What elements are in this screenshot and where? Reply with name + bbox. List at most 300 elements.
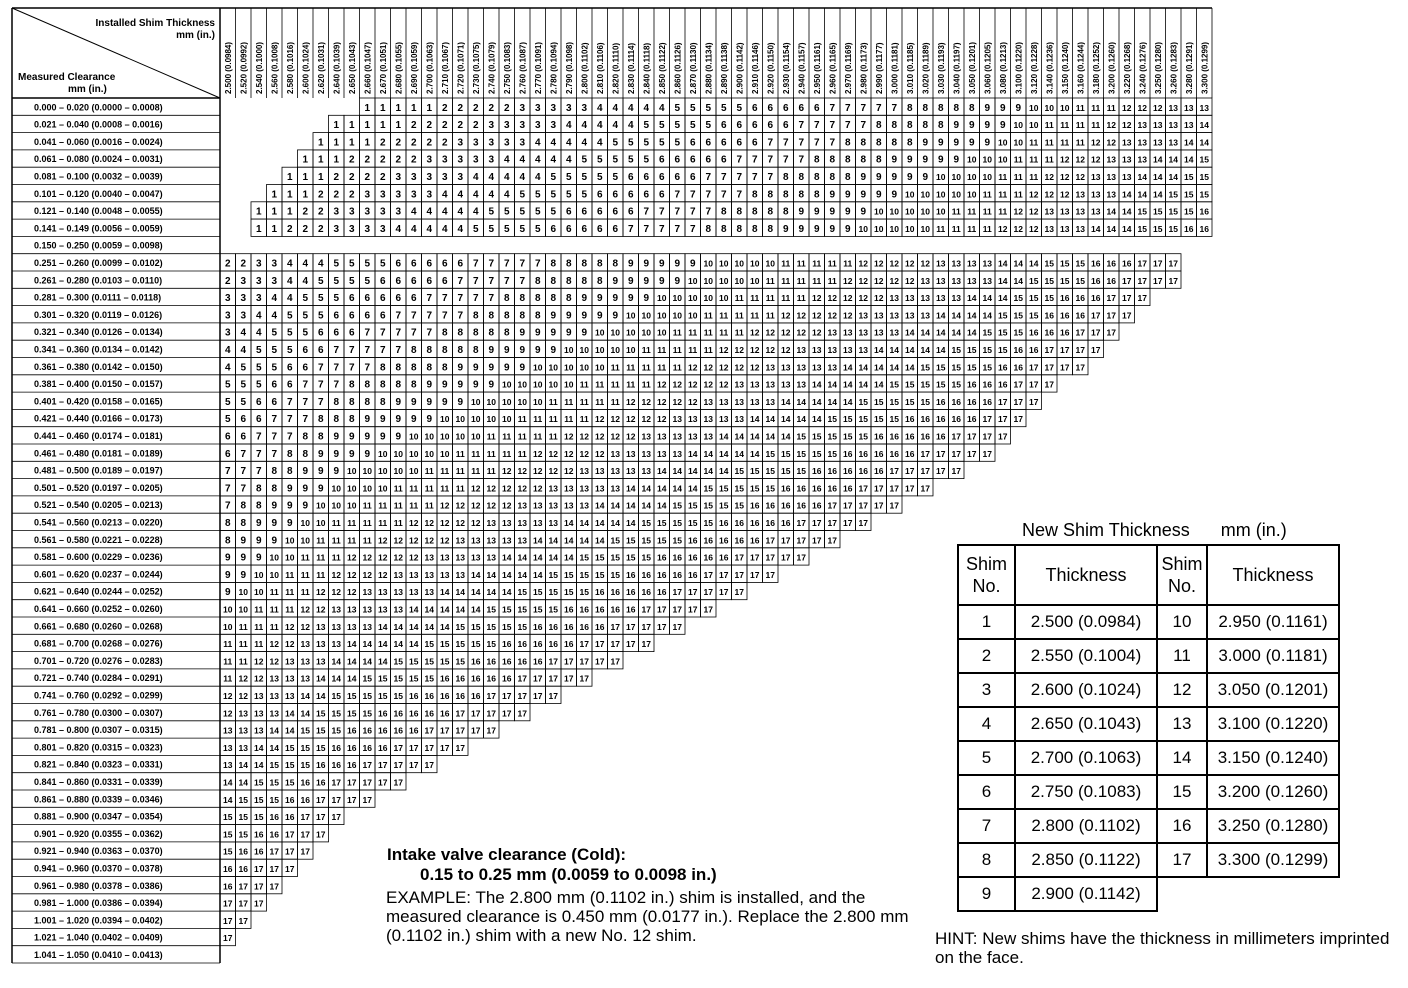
shim-number: 15 bbox=[1199, 154, 1209, 165]
shim-number: 13 bbox=[1044, 206, 1054, 217]
shim-number: 13 bbox=[796, 379, 806, 390]
shim-number: 12 bbox=[796, 327, 806, 338]
shim-number: 16 bbox=[424, 708, 434, 719]
shim-number: 7 bbox=[255, 466, 262, 478]
shim-number: 12 bbox=[781, 345, 791, 355]
shim-number: 15 bbox=[285, 777, 295, 788]
shim-number: 13 bbox=[595, 466, 605, 477]
shim-number: 8 bbox=[906, 102, 913, 114]
shim-number: 4 bbox=[271, 293, 278, 305]
shim-number: 14 bbox=[905, 362, 915, 373]
shim-number: 13 bbox=[378, 587, 388, 598]
shim-number: 8 bbox=[612, 258, 619, 270]
shim-number: 17 bbox=[1106, 293, 1116, 304]
shim-number: 6 bbox=[581, 223, 588, 235]
shim-number: 12 bbox=[223, 708, 233, 719]
shim-number: 13 bbox=[548, 518, 558, 528]
shim-number: 15 bbox=[781, 466, 791, 477]
shim-number: 10 bbox=[672, 310, 682, 321]
shim-number: 12 bbox=[564, 431, 574, 442]
shim-number: 9 bbox=[240, 535, 247, 547]
shim-number: 14 bbox=[1106, 223, 1116, 234]
shim-number: 6 bbox=[410, 275, 417, 287]
shim-number: 17 bbox=[285, 846, 295, 857]
intake-clearance-range: 0.15 to 0.25 mm (0.0059 to 0.0098 in.) bbox=[420, 865, 717, 884]
shim-number: 17 bbox=[300, 812, 310, 823]
shim-number: 12 bbox=[486, 483, 496, 494]
shim-number: 11 bbox=[254, 621, 264, 632]
measured-header-unit: mm (in.) bbox=[68, 84, 107, 95]
shim-number: 11 bbox=[1013, 189, 1023, 200]
shim-number: 9 bbox=[441, 396, 448, 408]
shim-number: 15 bbox=[471, 639, 481, 650]
shim-number: 13 bbox=[951, 258, 961, 269]
shim-number: 14 bbox=[905, 327, 915, 338]
shim-number: 16 bbox=[595, 621, 605, 632]
row-label: 0.281 – 0.300 (0.0111 – 0.0118) bbox=[34, 292, 162, 303]
shim-number: 1 bbox=[317, 172, 324, 183]
shim-number: 12 bbox=[874, 293, 884, 304]
shim-number: 14 bbox=[517, 569, 527, 580]
shim-number: 9 bbox=[426, 396, 433, 408]
shim-number: 10 bbox=[424, 448, 434, 459]
shim-number: 16 bbox=[1029, 345, 1039, 355]
shim-number: 9 bbox=[333, 431, 340, 443]
shim-number: 14 bbox=[1199, 120, 1209, 131]
shim-number: 6 bbox=[767, 120, 774, 132]
shim-number: 1 bbox=[317, 154, 324, 166]
shim-number: 17 bbox=[424, 742, 434, 753]
shim-number: 10 bbox=[223, 621, 233, 632]
shim-number: 3 bbox=[240, 275, 247, 287]
shim-number: 7 bbox=[271, 414, 278, 426]
shim-number: 15 bbox=[951, 345, 961, 355]
shim-number: 12 bbox=[347, 552, 357, 563]
shim-number: 13 bbox=[905, 310, 915, 321]
shim-number: 9 bbox=[829, 206, 836, 218]
shim-number: 13 bbox=[641, 448, 651, 459]
shim-number: 17 bbox=[502, 708, 512, 719]
shim-number: 8 bbox=[534, 310, 541, 322]
shim-number: 15 bbox=[362, 691, 372, 701]
shim-number: 14 bbox=[982, 293, 992, 304]
shim-number: 1 bbox=[271, 189, 278, 201]
shim-number: 3 bbox=[565, 102, 572, 114]
shim-number: 17 bbox=[316, 812, 326, 823]
shim-number: 11 bbox=[781, 258, 791, 269]
shim-number: 17 bbox=[951, 448, 961, 459]
row-label: 0.901 – 0.920 (0.0355 – 0.0362) bbox=[34, 828, 163, 839]
shim-number: 14 bbox=[1168, 172, 1178, 182]
shim-number: 13 bbox=[223, 742, 233, 753]
shim-number: 9 bbox=[426, 379, 433, 391]
shim-number: 17 bbox=[874, 500, 884, 511]
shim-number: 14 bbox=[889, 345, 899, 355]
shim-number: 15 bbox=[347, 691, 357, 701]
shim-number: 14 bbox=[719, 466, 729, 477]
shim-number: 14 bbox=[347, 673, 357, 684]
shim-number: 13 bbox=[889, 310, 899, 321]
shim-number: 12 bbox=[781, 310, 791, 321]
shim-number: 7 bbox=[317, 362, 324, 374]
shim-number: 2 bbox=[441, 102, 448, 114]
shim-number: 14 bbox=[858, 379, 868, 390]
shim-number: 14 bbox=[347, 656, 357, 667]
shim-number: 3 bbox=[503, 137, 510, 149]
shim-number: 12 bbox=[796, 310, 806, 321]
shim-number: 13 bbox=[269, 673, 279, 684]
shim-number: 6 bbox=[612, 189, 619, 201]
shim-number: 15 bbox=[1168, 223, 1178, 234]
shim-number: 14 bbox=[409, 604, 419, 615]
shim-number: 8 bbox=[503, 310, 510, 322]
shim-number: 6 bbox=[348, 327, 355, 339]
shim-number: 11 bbox=[269, 604, 279, 615]
shim-number: 16 bbox=[734, 535, 744, 546]
shim-number: 17 bbox=[688, 604, 698, 615]
shim-number: 11 bbox=[409, 500, 419, 511]
shim-number: 6 bbox=[689, 154, 696, 166]
shim-number: 12 bbox=[595, 414, 605, 425]
column-header-label: 3.300 (0.1299) bbox=[1200, 41, 1210, 94]
shim-number: 15 bbox=[982, 362, 992, 373]
new-shim-row bbox=[958, 843, 1339, 877]
shim-number: 3 bbox=[379, 189, 386, 201]
shim-number: 17 bbox=[703, 587, 713, 598]
shim-number: 1 bbox=[286, 189, 293, 201]
shim-number: 11 bbox=[1029, 172, 1039, 182]
shim-number: 8 bbox=[348, 414, 355, 426]
shim-number: 12 bbox=[269, 639, 279, 650]
shim-number: 15 bbox=[703, 518, 713, 528]
shim-number: 15 bbox=[626, 552, 636, 563]
shim-no-cell: 2 bbox=[958, 639, 1015, 673]
column-header-label: 2.690 (0.1059) bbox=[409, 41, 419, 94]
shim-number: 6 bbox=[271, 379, 278, 391]
column-header-label: 3.020 (0.1189) bbox=[921, 42, 931, 94]
shim-number: 13 bbox=[254, 708, 264, 719]
shim-number: 9 bbox=[612, 275, 619, 287]
shim-number: 12 bbox=[626, 396, 636, 407]
shim-number: 12 bbox=[765, 327, 775, 338]
shim-number: 10 bbox=[378, 466, 388, 477]
shim-number: 17 bbox=[920, 483, 930, 494]
row-label: 0.541 – 0.560 (0.0213 – 0.0220) bbox=[34, 517, 163, 528]
shim-number: 3 bbox=[519, 120, 526, 132]
shim-number: 3 bbox=[240, 310, 247, 322]
row-label: 0.321 – 0.340 (0.0126 – 0.0134) bbox=[34, 327, 163, 338]
shim-number: 7 bbox=[705, 189, 712, 201]
new-shim-row bbox=[958, 877, 1339, 911]
shim-number: 15 bbox=[254, 794, 264, 805]
shim-number: 8 bbox=[720, 223, 727, 235]
shim-number: 11 bbox=[486, 448, 496, 459]
shim-number: 3 bbox=[534, 102, 541, 114]
shim-number: 16 bbox=[455, 691, 465, 701]
shim-number: 16 bbox=[1013, 362, 1023, 373]
shim-number: 12 bbox=[1060, 154, 1070, 165]
shim-number: 17 bbox=[300, 846, 310, 857]
shim-number: 17 bbox=[827, 500, 837, 511]
shim-number: 2 bbox=[457, 120, 464, 132]
shim-number: 5 bbox=[689, 120, 696, 132]
shim-number: 5 bbox=[705, 102, 712, 114]
shim-number: 17 bbox=[548, 691, 558, 701]
shim-number: 16 bbox=[502, 656, 512, 667]
shim-number: 9 bbox=[472, 379, 479, 391]
shim-number: 14 bbox=[827, 396, 837, 407]
shim-number: 16 bbox=[331, 760, 341, 771]
shim-number: 6 bbox=[333, 327, 340, 339]
column-header-label: 2.710 (0.1067) bbox=[440, 41, 450, 94]
shim-number: 17 bbox=[564, 673, 574, 684]
shim-number: 17 bbox=[1153, 258, 1163, 269]
shim-number: 17 bbox=[982, 448, 992, 459]
shim-number: 7 bbox=[364, 345, 371, 356]
shim-number: 7 bbox=[240, 466, 247, 478]
shim-number: 16 bbox=[1199, 206, 1209, 217]
shim-number: 7 bbox=[782, 137, 789, 149]
shim-number: 11 bbox=[951, 206, 961, 217]
shim-number: 13 bbox=[765, 396, 775, 407]
shim-number: 17 bbox=[269, 846, 279, 857]
shim-number: 11 bbox=[440, 483, 450, 494]
shim-number: 13 bbox=[440, 569, 450, 580]
shim-number: 16 bbox=[254, 829, 264, 840]
shim-number: 8 bbox=[348, 396, 355, 408]
shim-number: 8 bbox=[550, 258, 557, 270]
shim-number: 9 bbox=[519, 345, 526, 356]
shim-number: 16 bbox=[967, 414, 977, 425]
shim-number: 15 bbox=[796, 466, 806, 477]
shim-number: 12 bbox=[626, 431, 636, 442]
shim-number: 15 bbox=[579, 569, 589, 580]
shim-number: 11 bbox=[285, 569, 295, 580]
shim-number: 6 bbox=[364, 293, 371, 305]
shim-number: 9 bbox=[379, 431, 386, 443]
shim-number: 14 bbox=[610, 518, 620, 528]
shim-number: 12 bbox=[1060, 172, 1070, 182]
shim-number: 8 bbox=[596, 275, 603, 287]
shim-no-cell: 11 bbox=[1157, 639, 1207, 673]
shim-number: 11 bbox=[331, 535, 341, 546]
shim-number: 15 bbox=[347, 708, 357, 719]
shim-number: 15 bbox=[517, 621, 527, 632]
shim-number: 17 bbox=[626, 639, 636, 650]
shim-number: 4 bbox=[596, 137, 603, 149]
shim-number: 7 bbox=[364, 362, 371, 374]
shim-number: 5 bbox=[224, 379, 231, 391]
shim-number: 5 bbox=[550, 206, 557, 218]
shim-number: 12 bbox=[750, 362, 760, 373]
row-label: 0.921 – 0.940 (0.0363 – 0.0370) bbox=[34, 846, 163, 857]
shim-number: 6 bbox=[643, 189, 650, 201]
shim-number: 10 bbox=[300, 518, 310, 528]
shim-number: 4 bbox=[317, 258, 324, 270]
shim-number: 15 bbox=[331, 708, 341, 719]
shim-number: 11 bbox=[393, 518, 403, 528]
shim-number: 6 bbox=[255, 414, 262, 426]
shim-number: 4 bbox=[488, 172, 495, 183]
shim-number: 16 bbox=[595, 604, 605, 615]
shim-number: 6 bbox=[550, 223, 557, 235]
shim-number: 17 bbox=[688, 587, 698, 598]
shim-number: 11 bbox=[626, 362, 636, 373]
shim-number: 7 bbox=[333, 345, 340, 356]
shim-number: 10 bbox=[688, 293, 698, 304]
shim-number: 13 bbox=[316, 621, 326, 632]
shim-number: 16 bbox=[781, 518, 791, 528]
shim-number: 13 bbox=[533, 500, 543, 511]
shim-number: 16 bbox=[858, 466, 868, 477]
shim-number: 5 bbox=[689, 102, 696, 114]
shim-number: 9 bbox=[302, 466, 309, 478]
shim-number: 6 bbox=[674, 172, 681, 183]
shim-number: 11 bbox=[455, 448, 465, 459]
shim-number: 10 bbox=[1013, 137, 1023, 148]
shim-number: 17 bbox=[967, 448, 977, 459]
shim-number: 10 bbox=[889, 206, 899, 217]
shim-number: 8 bbox=[271, 483, 278, 495]
shim-number: 14 bbox=[1013, 258, 1023, 269]
shim-number: 7 bbox=[658, 223, 665, 235]
shim-number: 5 bbox=[302, 293, 309, 305]
column-header-label: 2.940 (0.1157) bbox=[797, 42, 807, 94]
shim-number: 8 bbox=[488, 327, 495, 339]
shim-number: 10 bbox=[750, 258, 760, 269]
shim-number: 16 bbox=[719, 535, 729, 546]
shim-number: 15 bbox=[982, 327, 992, 338]
shim-number: 8 bbox=[922, 102, 929, 114]
shim-number: 4 bbox=[519, 172, 526, 183]
shim-number: 11 bbox=[238, 621, 248, 632]
shim-number: 13 bbox=[796, 362, 806, 373]
shim-number: 14 bbox=[719, 431, 729, 442]
shim-number: 14 bbox=[269, 742, 279, 753]
row-label: 0.741 – 0.760 (0.0292 – 0.0299) bbox=[34, 690, 163, 701]
shim-number: 16 bbox=[781, 500, 791, 511]
shim-number: 12 bbox=[843, 275, 853, 286]
shim-number: 4 bbox=[240, 345, 247, 356]
shim-number: 12 bbox=[378, 569, 388, 580]
shim-number: 13 bbox=[331, 604, 341, 615]
shim-number: 11 bbox=[703, 327, 713, 338]
shim-number: 1 bbox=[317, 137, 324, 149]
shim-number: 13 bbox=[967, 275, 977, 286]
shim-number: 10 bbox=[424, 431, 434, 442]
shim-number: 16 bbox=[1106, 275, 1116, 286]
shim-number: 15 bbox=[269, 760, 279, 771]
shim-thickness-cell: 3.300 (0.1299) bbox=[1207, 843, 1339, 877]
shim-number: 13 bbox=[1106, 189, 1116, 200]
shim-number: 10 bbox=[641, 327, 651, 338]
shim-number: 17 bbox=[517, 673, 527, 684]
shim-number: 6 bbox=[410, 293, 417, 305]
shim-number: 12 bbox=[347, 569, 357, 580]
shim-number: 13 bbox=[238, 742, 248, 753]
shim-number: 5 bbox=[643, 154, 650, 166]
shim-number: 12 bbox=[486, 500, 496, 511]
shim-number: 4 bbox=[472, 172, 479, 183]
shim-number: 14 bbox=[502, 569, 512, 580]
shim-number: 6 bbox=[705, 154, 712, 166]
shim-number: 8 bbox=[224, 535, 231, 547]
shim-number: 9 bbox=[255, 518, 262, 529]
shim-number: 3 bbox=[224, 310, 231, 322]
shim-number: 7 bbox=[457, 293, 464, 305]
shim-number: 13 bbox=[1075, 206, 1085, 217]
shim-number: 11 bbox=[254, 604, 264, 615]
shim-number: 10 bbox=[533, 396, 543, 407]
shim-number: 14 bbox=[1184, 154, 1194, 165]
shim-number: 16 bbox=[874, 466, 884, 477]
shim-number: 12 bbox=[657, 379, 667, 390]
column-header-label: 3.030 (0.1193) bbox=[936, 42, 946, 94]
shim-number: 14 bbox=[502, 587, 512, 598]
shim-number: 9 bbox=[968, 137, 975, 149]
row-label: 0.441 – 0.460 (0.0174 – 0.0181) bbox=[34, 431, 163, 441]
shim-number: 2 bbox=[457, 102, 464, 114]
shim-number: 9 bbox=[689, 258, 696, 270]
column-header-label: 3.050 (0.1201) bbox=[967, 41, 977, 94]
shim-number: 17 bbox=[316, 794, 326, 805]
shim-number: 14 bbox=[920, 327, 930, 338]
shim-number: 4 bbox=[271, 310, 278, 322]
shim-number: 10 bbox=[254, 569, 264, 580]
shim-number: 8 bbox=[364, 379, 371, 391]
shim-number: 16 bbox=[626, 604, 636, 615]
shim-number: 15 bbox=[812, 431, 822, 442]
shim-number: 11 bbox=[719, 327, 729, 338]
shim-number: 14 bbox=[843, 396, 853, 407]
shim-number: 16 bbox=[827, 466, 837, 477]
shim-number: 9 bbox=[968, 120, 975, 132]
shim-number: 3 bbox=[426, 189, 433, 201]
shim-number: 15 bbox=[1153, 206, 1163, 217]
shim-number: 14 bbox=[920, 345, 930, 355]
shim-number: 10 bbox=[378, 448, 388, 459]
shim-number: 13 bbox=[688, 431, 698, 442]
shim-number: 9 bbox=[379, 414, 386, 426]
shim-number: 16 bbox=[781, 483, 791, 494]
shim-number: 8 bbox=[798, 172, 805, 183]
shim-number: 4 bbox=[534, 154, 541, 166]
new-shim-title-text: New Shim Thickness bbox=[1022, 520, 1190, 540]
shim-thickness-cell: 3.150 (0.1240) bbox=[1207, 741, 1339, 775]
shim-number: 8 bbox=[565, 258, 572, 270]
row-label: 1.021 – 1.040 (0.0402 – 0.0409) bbox=[34, 932, 163, 943]
shim-number: 15 bbox=[610, 535, 620, 546]
shim-number: 6 bbox=[596, 189, 603, 201]
shim-number: 10 bbox=[982, 172, 992, 182]
shim-number: 11 bbox=[517, 431, 527, 442]
shim-number: 10 bbox=[595, 345, 605, 355]
row-label: 0.881 – 0.900 (0.0347 – 0.0354) bbox=[34, 811, 163, 822]
row-label: 1.041 – 1.050 (0.0410 – 0.0413) bbox=[34, 950, 163, 960]
shim-number: 4 bbox=[457, 189, 464, 201]
shim-number: 17 bbox=[378, 777, 388, 788]
shim-thickness-cell: 2.700 (0.1063) bbox=[1015, 741, 1157, 775]
shim-number: 10 bbox=[517, 396, 527, 407]
shim-number: 7 bbox=[457, 275, 464, 287]
shim-number: 5 bbox=[240, 379, 247, 391]
shim-number: 12 bbox=[393, 552, 403, 563]
shim-number: 1 bbox=[255, 206, 262, 218]
shim-number: 15 bbox=[765, 448, 775, 459]
shim-number: 9 bbox=[348, 448, 355, 460]
shim-number: 15 bbox=[1153, 223, 1163, 234]
shim-number: 17 bbox=[1029, 362, 1039, 373]
